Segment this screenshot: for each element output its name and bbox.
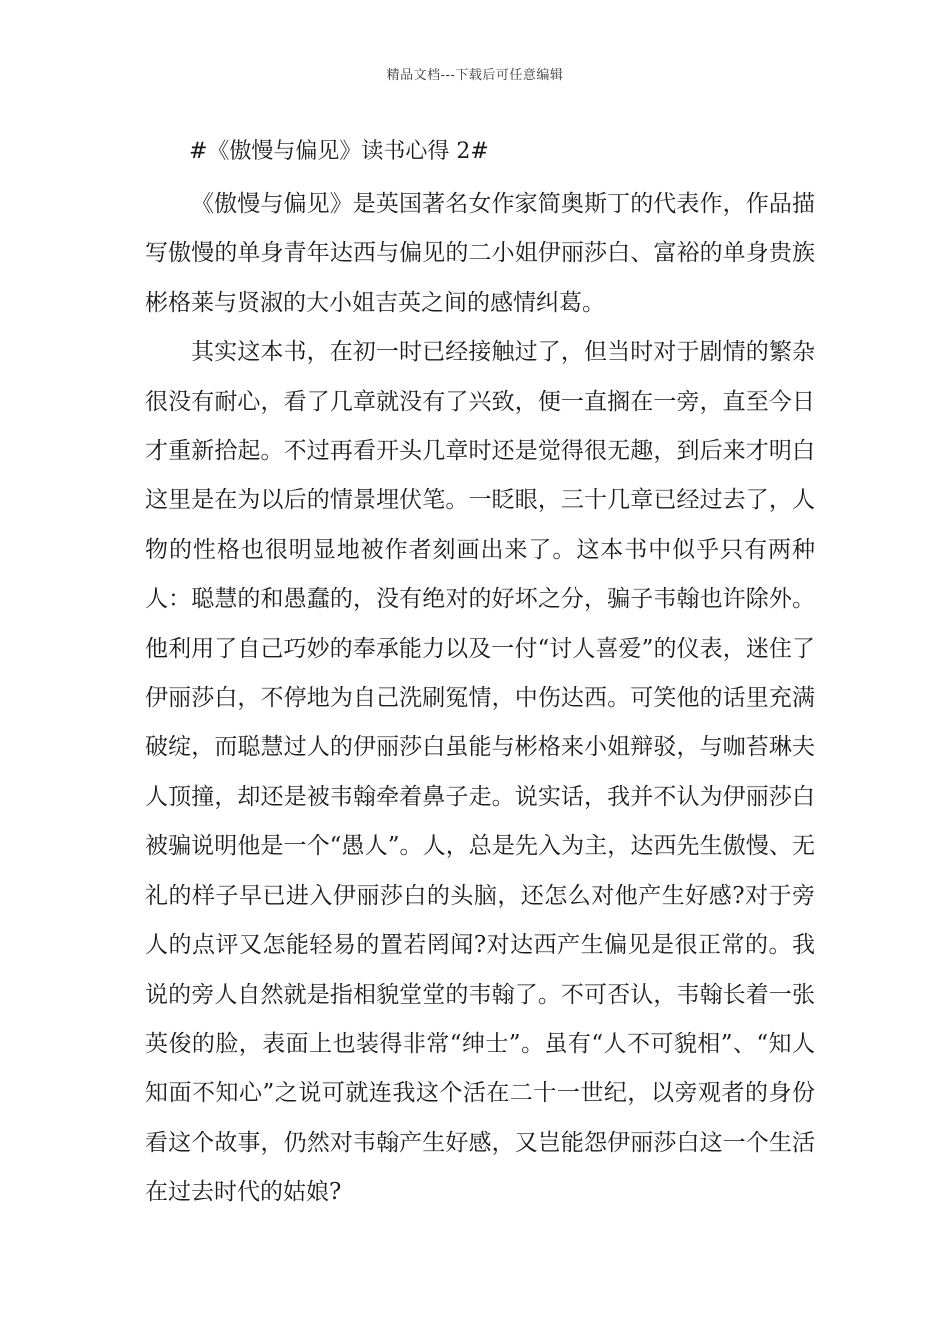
paragraph-intro: 《傲慢与偏见》是英国著名女作家简奥斯丁的代表作，作品描写傲慢的单身青年达西与偏见的二小姐伊丽莎白、富裕的单身贵族彬格莱与贤淑的大小姐吉英之间的感情纠葛。 <box>145 191 815 316</box>
document-title: #《傲慢与偏见》读书心得 2# <box>189 139 489 164</box>
paragraph-reflection: 其实这本书，在初一时已经接触过了，但当时对于剧情的繁杂很没有耐心，看了几章就没有了兴致，便一直搁在一旁，直至今日才重新拾起。不过再看开头几章时还是觉得很无趣，到后来才明白这里是在为以后的情景埋伏笔。一眨眼，三十几章已经过去了，人物的性格也很明显地被作者刻画出来了。这本书中似乎只有两种人：聪慧的和愚蠢的，没有绝对的好坏之分，骗子韦翰也许除外。他利用了自己巧妙的奉承能力以及一付“讨人喜爱”的仪表，迷住了伊丽莎白，不停地为自己洗刷冤情，中伤达西。可笑他的话里充满破绽，而聪慧过人的伊丽莎白虽能与彬格来小姐辩驳，与咖苔琳夫人顶撞，却还是被韦翰牵着鼻子走。说实话，我并不认为伊丽莎白被骗说明他是一个“愚人”。人，总是先入为主，达西先生傲慢、无礼的样子早已进入伊丽莎白的头脑，还怎么对他产生好感?对于旁人的点评又怎能轻易的置若罔闻?对达西产生偏见是很正常的。我说的旁人自然就是指相貌堂堂的韦翰了。不可否认，韦翰长着一张英俊的脸，表面上也装得非常“绅士”。虽有“人不可貌相”、“知人知面不知心”之说可就连我这个活在二十一世纪，以旁观者的身份看这个故事，仍然对韦翰产生好感，又岂能怨伊丽莎白这一个生活在过去时代的姑娘? <box>145 339 815 1206</box>
document-body <box>145 180 815 1218</box>
page-header: 精品文档---下载后可任意编辑 <box>386 68 564 83</box>
